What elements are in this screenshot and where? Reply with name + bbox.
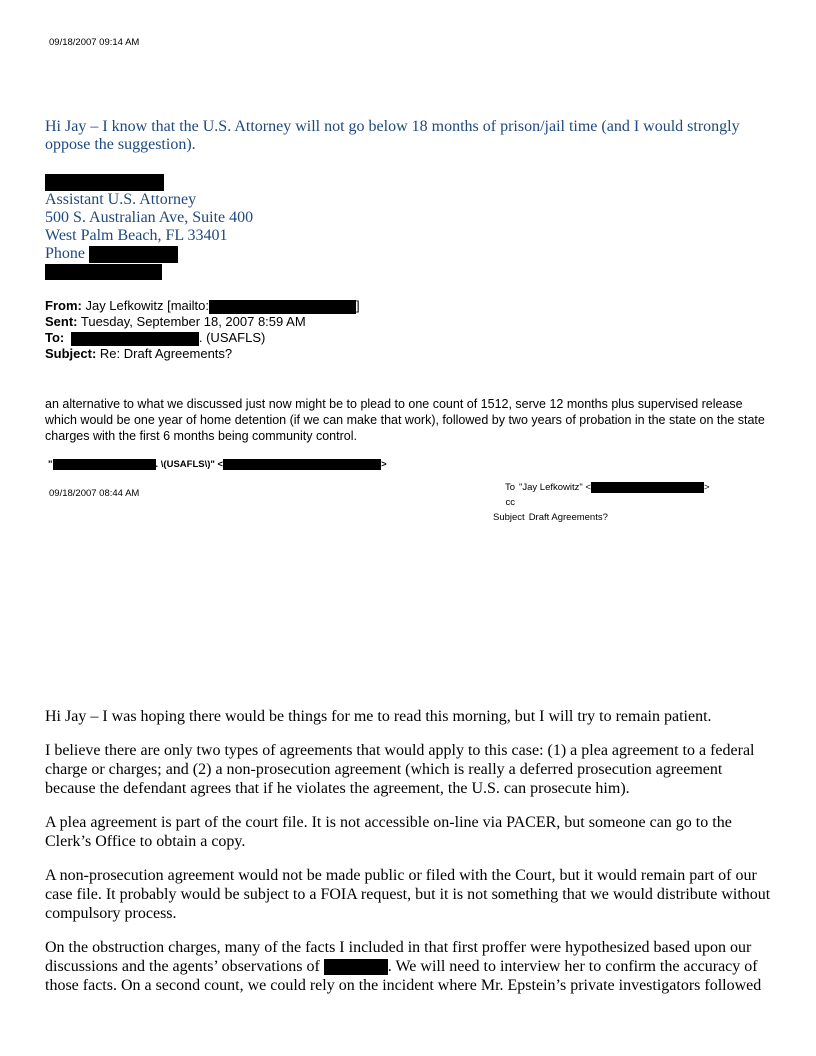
original-timestamp: 09/18/2007 08:44 AM (49, 488, 140, 499)
header-to (45, 330, 360, 346)
body-paragraph-4: A non-prosecution agreement would not be made public or filed with the Court, but it would remain part of our case file. It probably would be subject to a FOIA request, but it is not something that we would distribute without compulsory process. (45, 867, 771, 922)
redacted-from-email (209, 300, 356, 314)
signature-phone-label: Phone (45, 245, 85, 262)
header-to-value: . (USAFLS) (198, 330, 266, 345)
redacted-original-to-email (591, 482, 704, 493)
redacted-to-name (71, 332, 199, 346)
header-sent-value: Tuesday, September 18, 2007 8:59 AM (80, 314, 306, 329)
redacted-original-email (223, 459, 381, 470)
body-paragraph-2: I believe there are only two types of agreements that would apply to this case: (1) a plea agreement to a federal charge or charges; and (2) a non-prosecution agreement (which is really a deferred prosecution agreement because the defendant agrees that if he violates the agreement, the U.S. can prosecute him). (45, 742, 755, 797)
body-paragraph-3: A plea agreement is part of the court file. It is not accessible on-line via PACER, but someone can go to the Clerk’s Office to obtain a copy. (45, 814, 732, 850)
header-from-close: ] (356, 298, 360, 313)
original-recipient-block (493, 480, 710, 525)
original-subject-value: Draft Agreements? (528, 512, 608, 523)
header-subject-label: Subject: (45, 346, 97, 361)
body-paragraph-5 (45, 938, 773, 995)
body-paragraph-5-start: On the obstruction charges, many of the facts I included in that first proffer were hypothesized based upon our discussions and the agents’ observations of (45, 939, 752, 975)
original-message-body (45, 707, 773, 1010)
signature-address-line1: 500 S. Australian Ave, Suite 400 (45, 209, 254, 226)
original-from-line (48, 459, 387, 470)
header-from-label: From: (45, 298, 82, 313)
original-to-label: To (504, 482, 515, 493)
header-subject (45, 346, 360, 362)
redacted-name (45, 174, 164, 191)
redacted-email (45, 264, 162, 280)
redacted-witness-name (324, 959, 388, 975)
header-subject-value: Re: Draft Agreements? (99, 346, 233, 361)
redacted-original-sender (53, 459, 156, 470)
reply-body: Hi Jay – I know that the U.S. Attorney will not go below 18 months of prison/jail time (and I would strongly oppose the suggestion). (45, 118, 740, 153)
original-subject-label: Subject (493, 512, 525, 523)
original-to-close: > (703, 482, 710, 493)
original-cc-label: cc (505, 497, 515, 508)
header-from (45, 298, 360, 314)
email-timestamp: 09/18/2007 09:14 AM (49, 37, 140, 48)
alternative-proposal-text: an alternative to what we discussed just now might be to plead to one count of 1512, serve 12 months plus supervised release which would be one year of home detention (if we can make that work), followed by two years of probation in the state on the state charges with the first 6 months being community control. (45, 397, 765, 443)
forwarded-headers (45, 298, 360, 362)
signature-title: Assistant U.S. Attorney (45, 191, 197, 208)
original-to-value: "Jay Lefkowitz" < (519, 482, 591, 493)
signature-block (45, 173, 253, 281)
original-from-value: . \(USAFLS\)" < (155, 459, 224, 471)
header-sent-label: Sent: (45, 314, 78, 329)
body-paragraph-5-end: . We will need to interview her to confirm the accuracy of those facts. On a second count, we could rely on the incident where Mr. Epstein’s private investigators followed (45, 958, 762, 994)
header-from-value: Jay Lefkowitz [mailto: (85, 298, 210, 313)
header-to-label: To: (45, 330, 65, 345)
body-paragraph-1: Hi Jay – I was hoping there would be things for me to read this morning, but I will try to remain patient. (45, 708, 712, 725)
signature-address-line2: West Palm Beach, FL 33401 (45, 227, 228, 244)
original-from-quote: " (48, 459, 53, 471)
header-sent (45, 314, 360, 330)
original-from-close: > (381, 459, 387, 471)
redacted-phone (89, 246, 178, 263)
